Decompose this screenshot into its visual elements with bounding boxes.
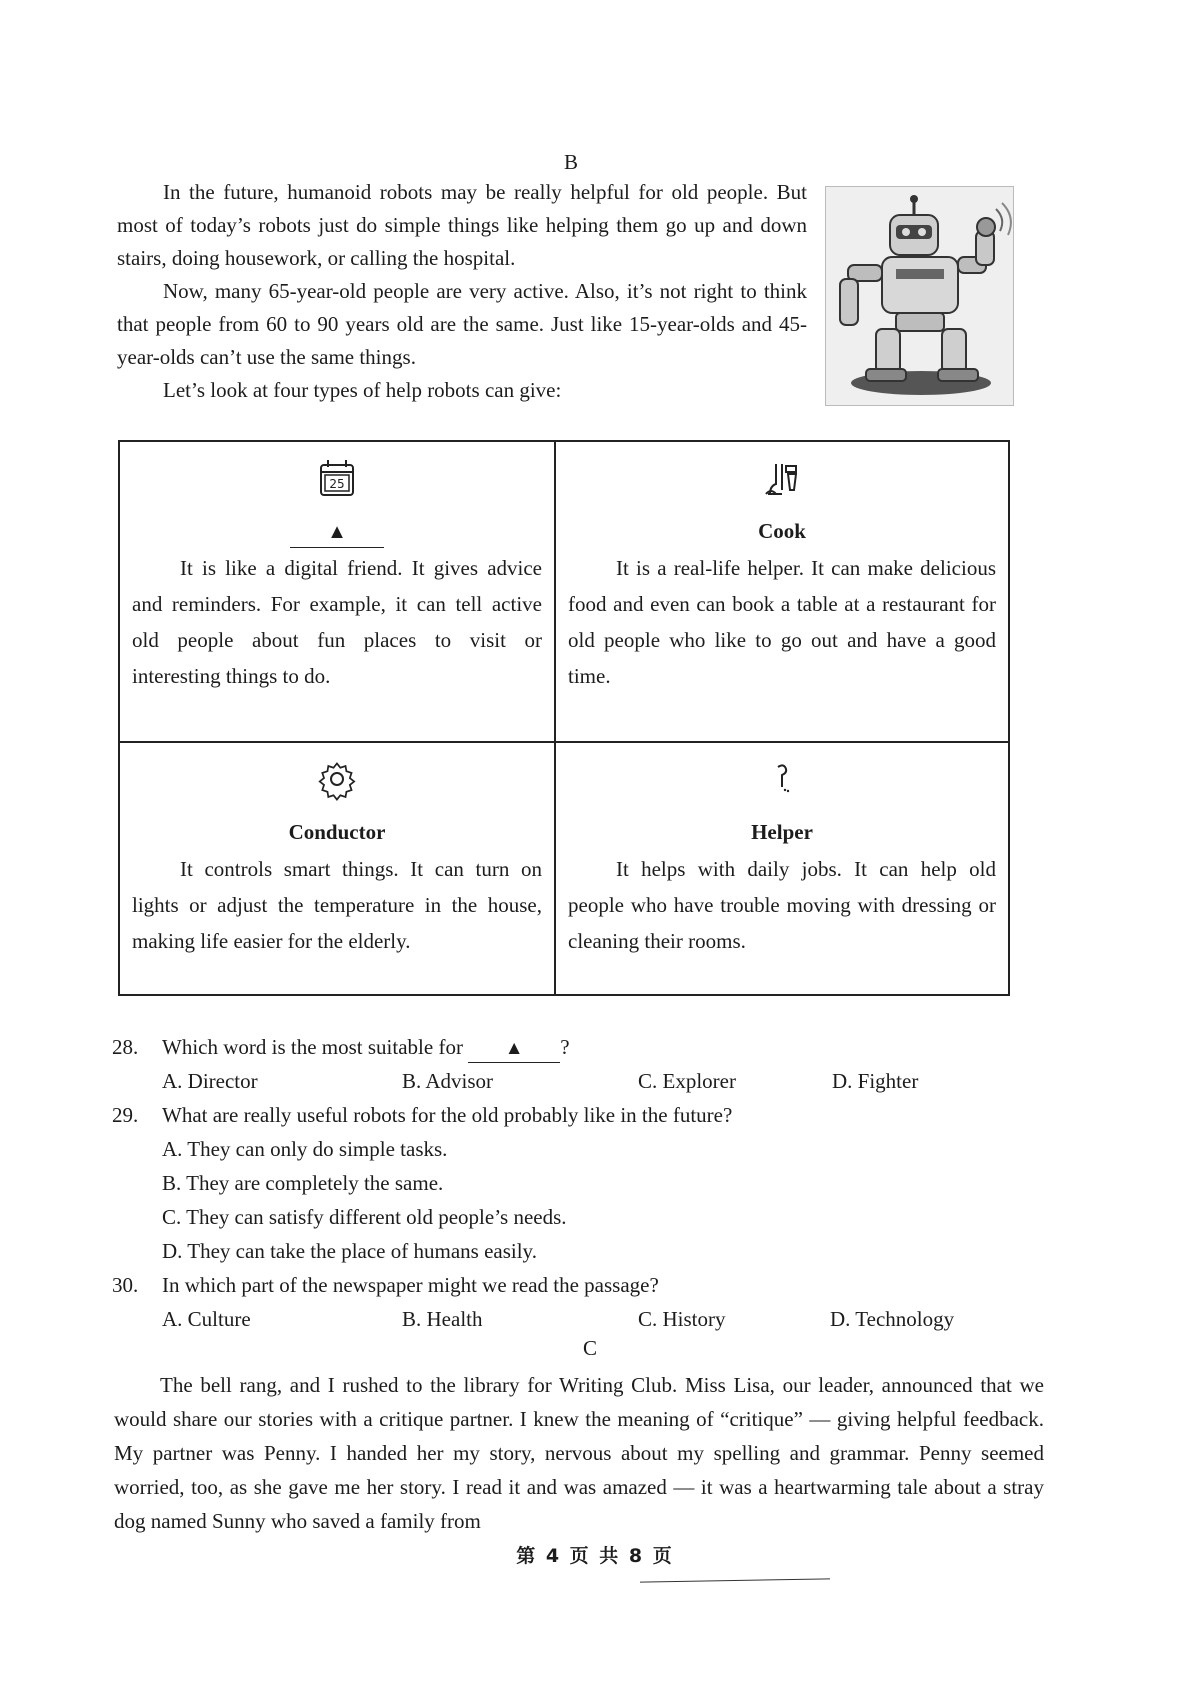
robot-types-table	[118, 440, 1010, 996]
option-d[interactable]: D. Fighter	[832, 1069, 919, 1093]
question-30-options	[112, 1302, 1012, 1336]
table-cell-advisor	[120, 442, 556, 743]
blank-title-triangle: ▲	[290, 517, 384, 548]
cell-title-helper: Helper	[751, 820, 813, 844]
cell-text-advisor: It is like a digital friend. It gives advice and reminders. For example, it can tell active old people about fun places to visit or interesting things to do.	[132, 556, 542, 688]
footer-underline	[640, 1578, 830, 1582]
intro-paragraph-2: Now, many 65-year-old people are very active. Also, it’s not right to think that people from 60 to 90 years old are the same. Just like 15-year-olds and 45-year-olds can’t use the same things.	[117, 279, 807, 369]
section-b-heading: B	[563, 150, 578, 174]
option-b[interactable]: B. They are completely the same.	[162, 1171, 444, 1195]
question-stem: In which part of the newspaper might we read the passage?	[162, 1273, 659, 1297]
option-d[interactable]: D. They can take the place of humans easily.	[162, 1239, 537, 1263]
option-c[interactable]: C. Explorer	[638, 1069, 736, 1093]
option-b[interactable]: B. Advisor	[402, 1069, 494, 1093]
question-number: 30.	[112, 1273, 139, 1297]
humanoid-robot-illustration	[825, 186, 1014, 406]
question-28-options	[112, 1064, 1012, 1098]
option-a[interactable]: A. Culture	[162, 1307, 251, 1331]
helper-figure-icon	[568, 757, 996, 807]
cell-title-conductor: Conductor	[288, 820, 386, 844]
cell-title-cook: Cook	[758, 519, 806, 543]
cell-text-helper: It helps with daily jobs. It can help old people who have trouble moving with dressing or cleaning their rooms.	[568, 857, 996, 953]
passage-c-paragraph: The bell rang, and I rushed to the library for Writing Club. Miss Lisa, our leader, announced that we would share our stories with a critique partner. I knew the meaning of “critique” — giving helpful feedback. My partner was Penny. I handed her my story, nervous about my spelling and grammar. Penny seemed worried, too, as she gave me her story. I read it and was amazed — it was a heartwarming tale about a stray dog named Sunny who saved a family from	[114, 1373, 1044, 1533]
answer-blank: ▲	[468, 1036, 560, 1063]
table-cell-cook	[556, 442, 1008, 743]
calendar-day-number: 25	[329, 477, 345, 491]
cooking-utensils-icon	[568, 456, 996, 506]
question-28	[112, 1030, 1012, 1064]
table-cell-conductor	[120, 743, 556, 994]
humanoid-robot-icon	[826, 187, 1013, 405]
question-number: 29.	[112, 1103, 139, 1127]
question-number: 28.	[112, 1035, 139, 1059]
section-b-intro	[117, 176, 807, 407]
settings-gear-icon	[132, 757, 542, 807]
option-a[interactable]: A. Director	[162, 1069, 258, 1093]
option-c[interactable]: C. History	[638, 1307, 726, 1331]
option-b[interactable]: B. Health	[402, 1307, 483, 1331]
intro-paragraph-3: Let’s look at four types of help robots can give:	[163, 378, 562, 402]
question-mark: ?	[560, 1035, 570, 1059]
question-stem: What are really useful robots for the old probably like in the future?	[162, 1103, 733, 1127]
intro-paragraph-1: In the future, humanoid robots may be really helpful for old people. But most of today’s robots just do simple things like helping them go up and down stairs, doing housework, or calling the hospital.	[117, 180, 807, 270]
option-c[interactable]: C. They can satisfy different old people’s needs.	[162, 1205, 567, 1229]
section-c-passage	[114, 1368, 1044, 1538]
table-cell-helper	[556, 743, 1008, 994]
page-number-footer: 第 4 页 共 8 页	[516, 1545, 674, 1567]
cell-text-conductor: It controls smart things. It can turn on lights or adjust the temperature in the house, making life easier for the elderly.	[132, 857, 542, 953]
option-a[interactable]: A. They can only do simple tasks.	[162, 1137, 448, 1161]
questions-list	[112, 1030, 1012, 1336]
question-30	[112, 1268, 1012, 1302]
option-d[interactable]: D. Technology	[830, 1307, 955, 1331]
cell-text-cook: It is a real-life helper. It can make delicious food and even can book a table at a restaurant for old people who like to go out and have a good time.	[568, 556, 996, 688]
calendar-icon	[132, 456, 542, 506]
question-stem: Which word is the most suitable for	[162, 1035, 463, 1059]
question-29	[112, 1098, 1012, 1132]
section-c-heading: C	[582, 1336, 597, 1360]
